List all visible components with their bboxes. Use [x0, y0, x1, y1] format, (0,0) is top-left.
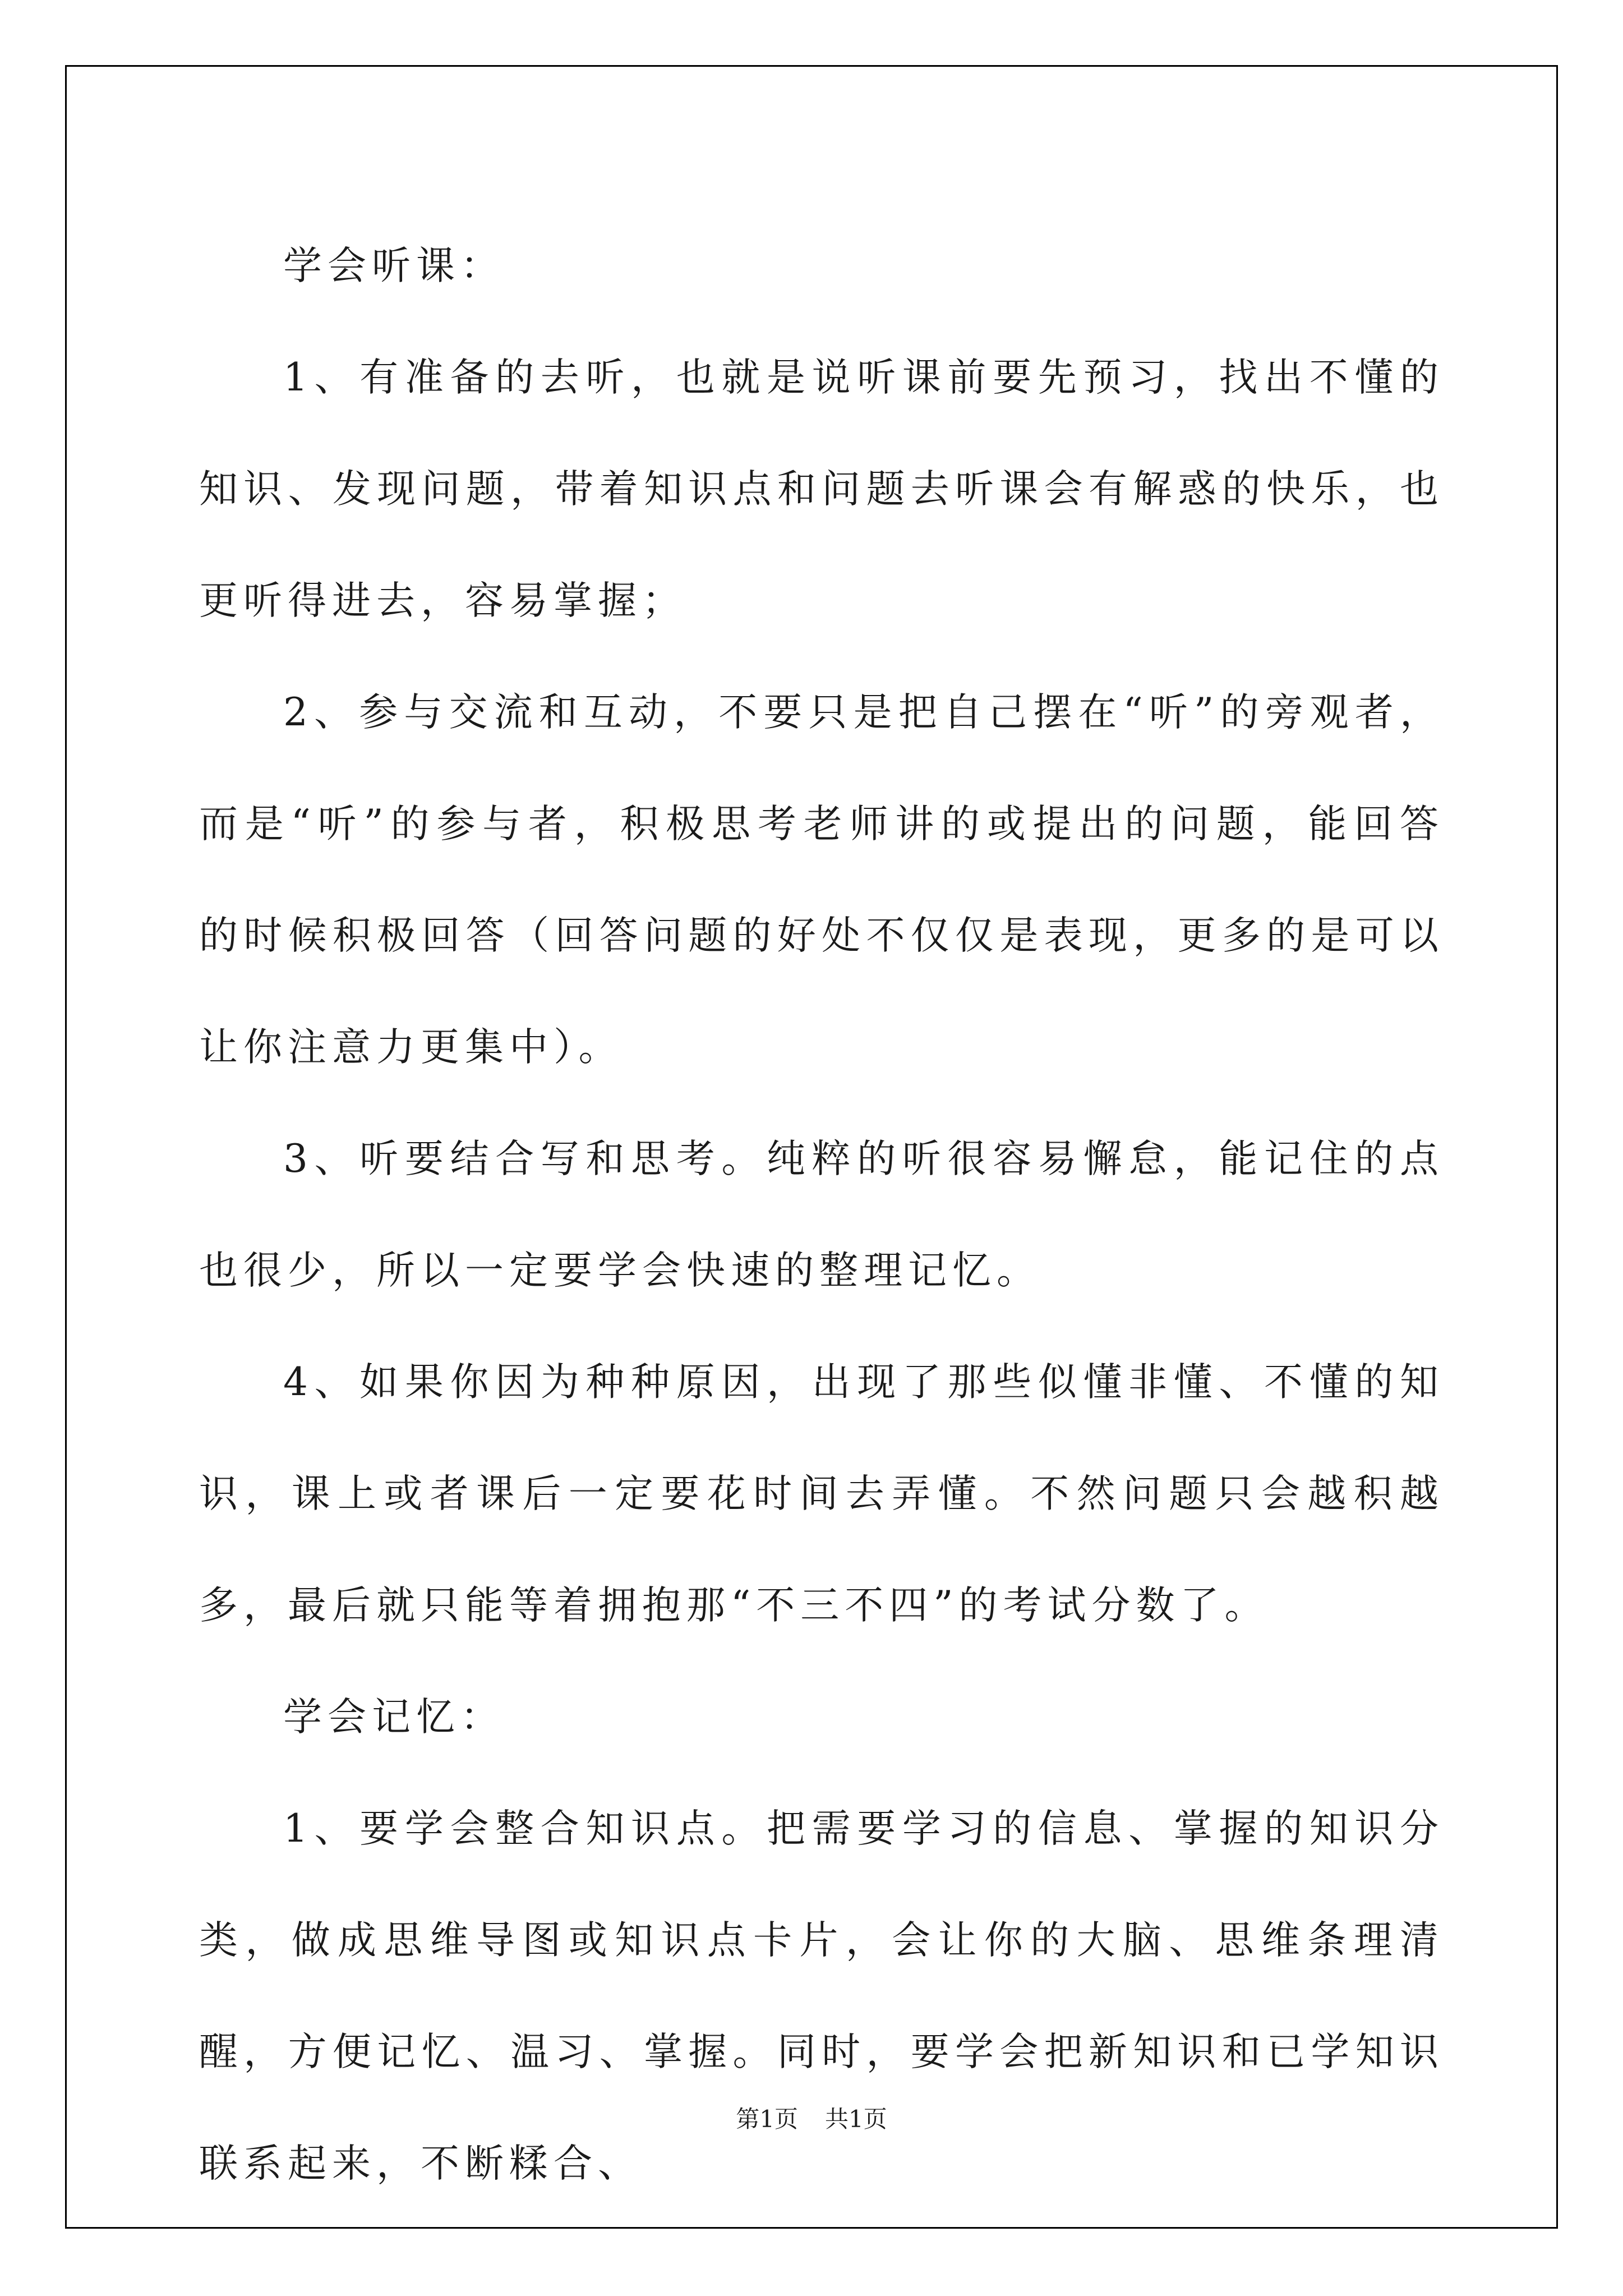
document-body: [199, 210, 1444, 2220]
paragraph-listening-1: 1、有准备的去听，也就是说听课前要先预习，找出不懂的知识、发现问题，带着知识点和问题去听课会有解惑的快乐，也更听得进去，容易掌握；: [199, 355, 1444, 623]
section-heading-listening: 学会听课：: [283, 243, 505, 288]
paragraph-listening-3: 3、听要结合写和思考。纯粹的听很容易懈怠，能记住的点也很少，所以一定要学会快速的整理记忆。: [199, 1137, 1444, 1293]
paragraph-listening-2: 2、参与交流和互动，不要只是把自己摆在“听”的旁观者，而是“听”的参与者，积极思考老师讲的或提出的问题，能回答的时候积极回答（回答问题的好处不仅仅是表现，更多的是可以让你注意力更集中）。: [199, 690, 1444, 1070]
page-total: 共1页: [825, 2105, 887, 2133]
page-number: 第1页: [736, 2105, 798, 2133]
section-heading-memory: 学会记忆：: [283, 1695, 505, 1740]
paragraph-memory-1: 1、要学会整合知识点。把需要学习的信息、掌握的知识分类，做成思维导图或知识点卡片，会让你的大脑、思维条理清醒，方便记忆、温习、掌握。同时，要学会把新知识和已学知识联系起来，不断糅合、: [199, 1806, 1444, 2186]
paragraph-listening-4: 4、如果你因为种种原因，出现了那些似懂非懂、不懂的知识，课上或者课后一定要花时间去弄懂。不然问题只会越积越多，最后就只能等着拥抱那“不三不四”的考试分数了。: [199, 1360, 1444, 1628]
page-footer: [0, 2102, 1623, 2136]
